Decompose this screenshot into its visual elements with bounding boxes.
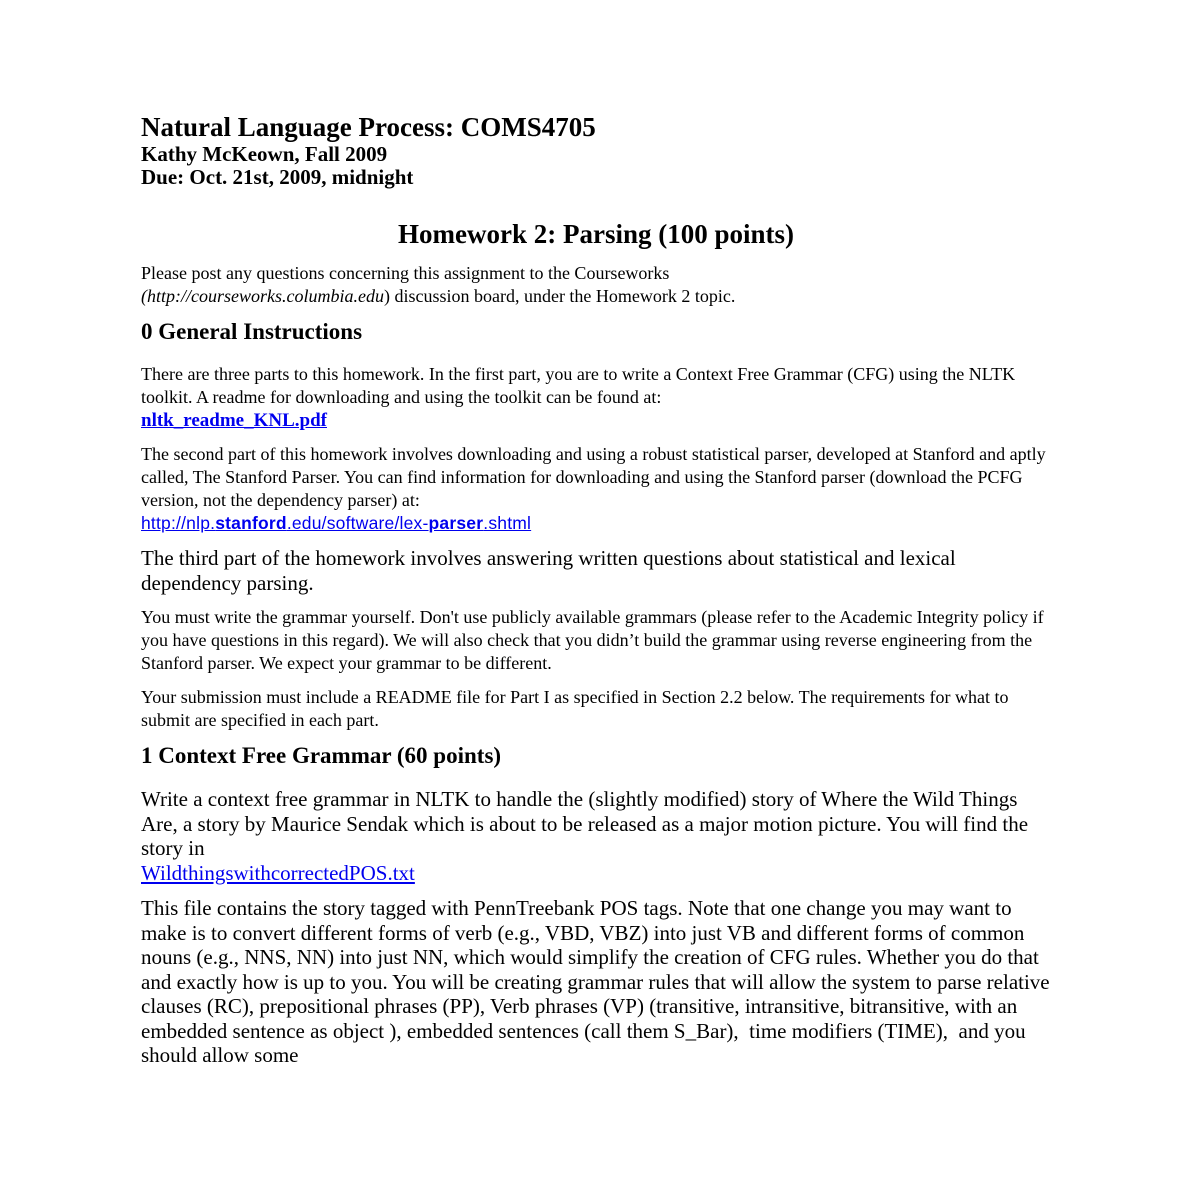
intro-text-rest: ) discussion board, under the Homework 2 topic. [383, 286, 736, 306]
cfg-intro-text: Write a context free grammar in NLTK to handle the (slightly modified) story of Where the Wild Things Are, a story by Maurice Sendak which is about to be released as a major motion picture. You will find the story in [141, 787, 1029, 860]
part1-text: There are three parts to this homework. In the first part, you are to write a Context Free Grammar (CFG) using the NLTK toolkit. A readme for downloading and using the toolkit can be found at: [141, 364, 1016, 407]
academic-integrity-paragraph: You must write the grammar yourself. Don't use publicly available grammars (please refer to the Academic Integrity policy if you have questions in this regard). We will also check that you didn’t build the grammar using reverse engineering from the Stanford parser. We expect your grammar to be different. [141, 607, 1044, 673]
cfg-details-paragraph: This file contains the story tagged with PennTreebank POS tags. Note that one change you may want to make is to convert different forms of verb (e.g., VBD, VBZ) into just VB and different forms of common nouns (e.g., NNS, NN) into just NN, which would simplify the creation of CFG rules. Whether you do that and exactly how is up to you. You will be creating grammar rules that will allow the system to parse relative clauses (RC), prepositional phrases (PP), Verb phrases (VP) (transitive, intransitive, bitransitive, with an embedded sentence as object ), embedded sentences (call them S_Bar), time modifiers (TIME), and you should allow some [141, 896, 1055, 1067]
instructor-line: Kathy McKeown, Fall 2009 [141, 142, 388, 166]
section-1-heading: 1 Context Free Grammar (60 points) [141, 743, 502, 768]
stanford-link-seg3[interactable]: .edu/software/lex- [286, 513, 429, 533]
stanford-link-seg1[interactable]: http://nlp. [141, 513, 216, 533]
stanford-link-seg4[interactable]: parser [428, 513, 484, 533]
part1-paragraph [141, 363, 1051, 432]
submission-paragraph: Your submission must include a README file for Part I as specified in Section 2.2 below. The requirements for what to submit are specified in each part. [141, 687, 1009, 730]
part2-paragraph [141, 443, 1051, 535]
stanford-parser-link[interactable] [141, 513, 531, 533]
courseworks-url: (http://courseworks.columbia.edu [141, 286, 384, 306]
course-title: Natural Language Process: COMS4705 [141, 112, 596, 142]
wild-things-story-link[interactable]: WildthingswithcorrectedPOS.txt [141, 860, 415, 885]
homework-title: Homework 2: Parsing (100 points) [398, 219, 794, 249]
third-part-paragraph: The third part of the homework involves answering written questions about statistical and lexical dependency parsing. [141, 546, 956, 595]
stanford-link-seg2[interactable]: stanford [215, 513, 287, 533]
intro-paragraph [141, 262, 1051, 308]
stanford-link-seg5[interactable]: .shtml [483, 513, 532, 533]
intro-text-line1: Please post any questions concerning this assignment to the Courseworks [141, 263, 670, 283]
section-0-heading: 0 General Instructions [141, 319, 363, 344]
nltk-readme-link[interactable]: nltk_readme_KNL.pdf [141, 410, 327, 431]
part2-text: The second part of this homework involves downloading and using a robust statistical parser, developed at Stanford and aptly called, The Stanford Parser. You can find information for downloading and using the Stanford parser (download the PCFG version, not the dependency parser) at: [141, 444, 1046, 510]
due-line: Due: Oct. 21st, 2009, midnight [141, 165, 414, 189]
cfg-intro-paragraph [141, 787, 1051, 885]
